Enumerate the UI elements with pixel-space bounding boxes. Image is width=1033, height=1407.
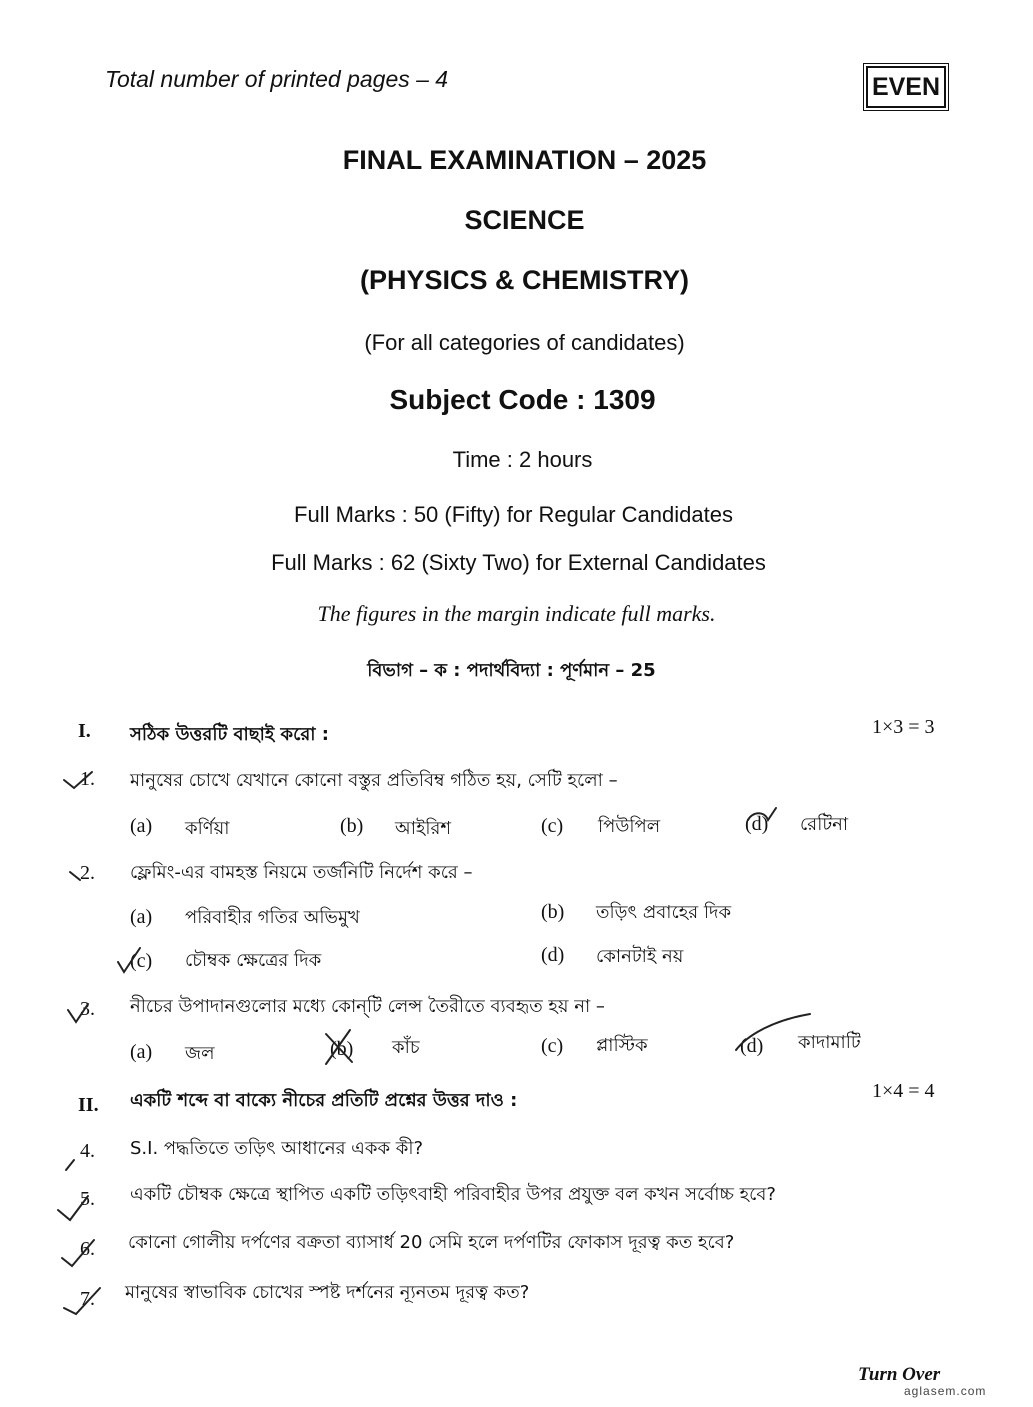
option-text: কাঁচ [392, 1037, 420, 1058]
tick-mark-icon [62, 1240, 94, 1266]
question-number: 7. [80, 1288, 95, 1310]
option-text: পরিবাহীর গতির অভিমুখ [185, 907, 360, 928]
tick-mark-icon [64, 1288, 100, 1314]
check-mark-icon [736, 1014, 810, 1050]
question-number: 5. [80, 1188, 95, 1210]
section-heading: বিভাগ – ক : পদার্থবিদ্যা : পূর্ণমান – 25 [367, 660, 656, 681]
exam-title: FINAL EXAMINATION – 2025 [342, 145, 707, 175]
printed-pages-note: Total number of printed pages – 4 [105, 66, 449, 92]
tick-mark-icon [66, 1160, 74, 1170]
part-one-instruction: সঠিক উত্তরটি বাছাই করো : [130, 724, 329, 745]
question-text: ফ্লেমিং-এর বামহস্ত নিয়মে তর্জনিটি নির্দেশ করে – [130, 862, 473, 883]
option-letter: (a) [130, 815, 153, 837]
turn-over-note: Turn Over [858, 1364, 941, 1385]
option-letter: (b) [541, 901, 565, 923]
option-letter: (c) [541, 815, 564, 837]
margin-marks-note: The figures in the margin indicate full marks. [317, 601, 716, 626]
watermark: aglasem.com [904, 1384, 987, 1398]
paper-set-badge: EVEN [866, 66, 946, 108]
question-number: 2. [80, 862, 95, 884]
part-one-marks: 1×3 = 3 [872, 716, 935, 738]
option-text: রেটিনা [800, 814, 849, 835]
option-letter: (a) [130, 906, 153, 928]
part-two-numeral: II. [78, 1094, 99, 1116]
option-letter: (d) [745, 813, 769, 835]
question-number: 3. [80, 998, 95, 1020]
question-text: কোনো গোলীয় দর্পণের বক্রতা ব্যাসার্ধ 20 সেমি হলে দর্পণটির ফোকাস দূরত্ব কত হবে? [128, 1232, 735, 1253]
tick-mark-icon [58, 1196, 88, 1220]
question-number: 1. [80, 768, 95, 790]
option-text: কর্ণিয়া [185, 818, 230, 839]
option-letter: (b) [340, 815, 364, 837]
option-letter: (d) [740, 1035, 764, 1057]
tick-mark-icon [68, 1004, 88, 1022]
option-text: কোনটাই নয় [596, 946, 684, 967]
option-text: চৌম্বক ক্ষেত্রের দিক [185, 950, 322, 971]
question-text: S.I. পদ্ধতিতে তড়িৎ আধানের একক কী? [130, 1138, 424, 1159]
candidates-note: (For all categories of candidates) [364, 330, 685, 355]
part-two-marks: 1×4 = 4 [872, 1080, 935, 1102]
option-text: কাদামাটি [798, 1032, 861, 1053]
part-two-instruction: একটি শব্দে বা বাক্যে নীচের প্রতিটি প্রশ্নের উত্তর দাও : [130, 1090, 518, 1111]
option-letter: (c) [130, 950, 153, 972]
option-text: জল [185, 1043, 215, 1064]
option-letter: (c) [541, 1035, 564, 1057]
subject-subtitle: (PHYSICS & CHEMISTRY) [359, 265, 690, 295]
option-text: তড়িৎ প্রবাহের দিক [596, 902, 732, 923]
question-number: 6. [80, 1238, 95, 1260]
option-text: প্লাস্টিক [596, 1035, 648, 1056]
option-text: পিউপিল [598, 816, 661, 837]
question-text: একটি চৌম্বক ক্ষেত্রে স্থাপিত একটি তড়িৎবাহী পরিবাহীর উপর প্রযুক্ত বল কখন সর্বোচ্চ হবে? [130, 1184, 776, 1205]
tick-mark-icon [70, 872, 80, 880]
option-text: আইরিশ [395, 818, 452, 839]
full-marks-external: Full Marks : 62 (Sixty Two) for External Candidates [271, 550, 766, 575]
option-letter: (b) [330, 1038, 354, 1060]
full-marks-regular: Full Marks : 50 (Fifty) for Regular Candidates [294, 502, 733, 527]
part-one-numeral: I. [78, 720, 91, 742]
option-letter: (a) [130, 1041, 153, 1063]
question-text: মানুষের চোখে যেখানে কোনো বস্তুর প্রতিবিম্ব গঠিত হয়, সেটি হলো – [130, 770, 618, 791]
subject-code: Subject Code : 1309 [389, 384, 656, 415]
tick-mark-icon [64, 772, 92, 788]
subject-title: SCIENCE [464, 205, 585, 235]
question-text: মানুষের স্বাভাবিক চোখের স্পষ্ট দর্শনের ন্যূনতম দূরত্ব কত? [125, 1282, 530, 1303]
question-text: নীচের উপাদানগুলোর মধ্যে কোন্‌টি লেন্স তৈরীতে ব্যবহৃত হয় না – [130, 996, 605, 1017]
check-mark-icon [748, 808, 776, 820]
question-number: 4. [80, 1140, 95, 1162]
check-mark-icon [118, 948, 140, 972]
time-allowed: Time : 2 hours [452, 447, 593, 472]
option-letter: (d) [541, 944, 565, 966]
cross-mark-icon [326, 1030, 352, 1064]
